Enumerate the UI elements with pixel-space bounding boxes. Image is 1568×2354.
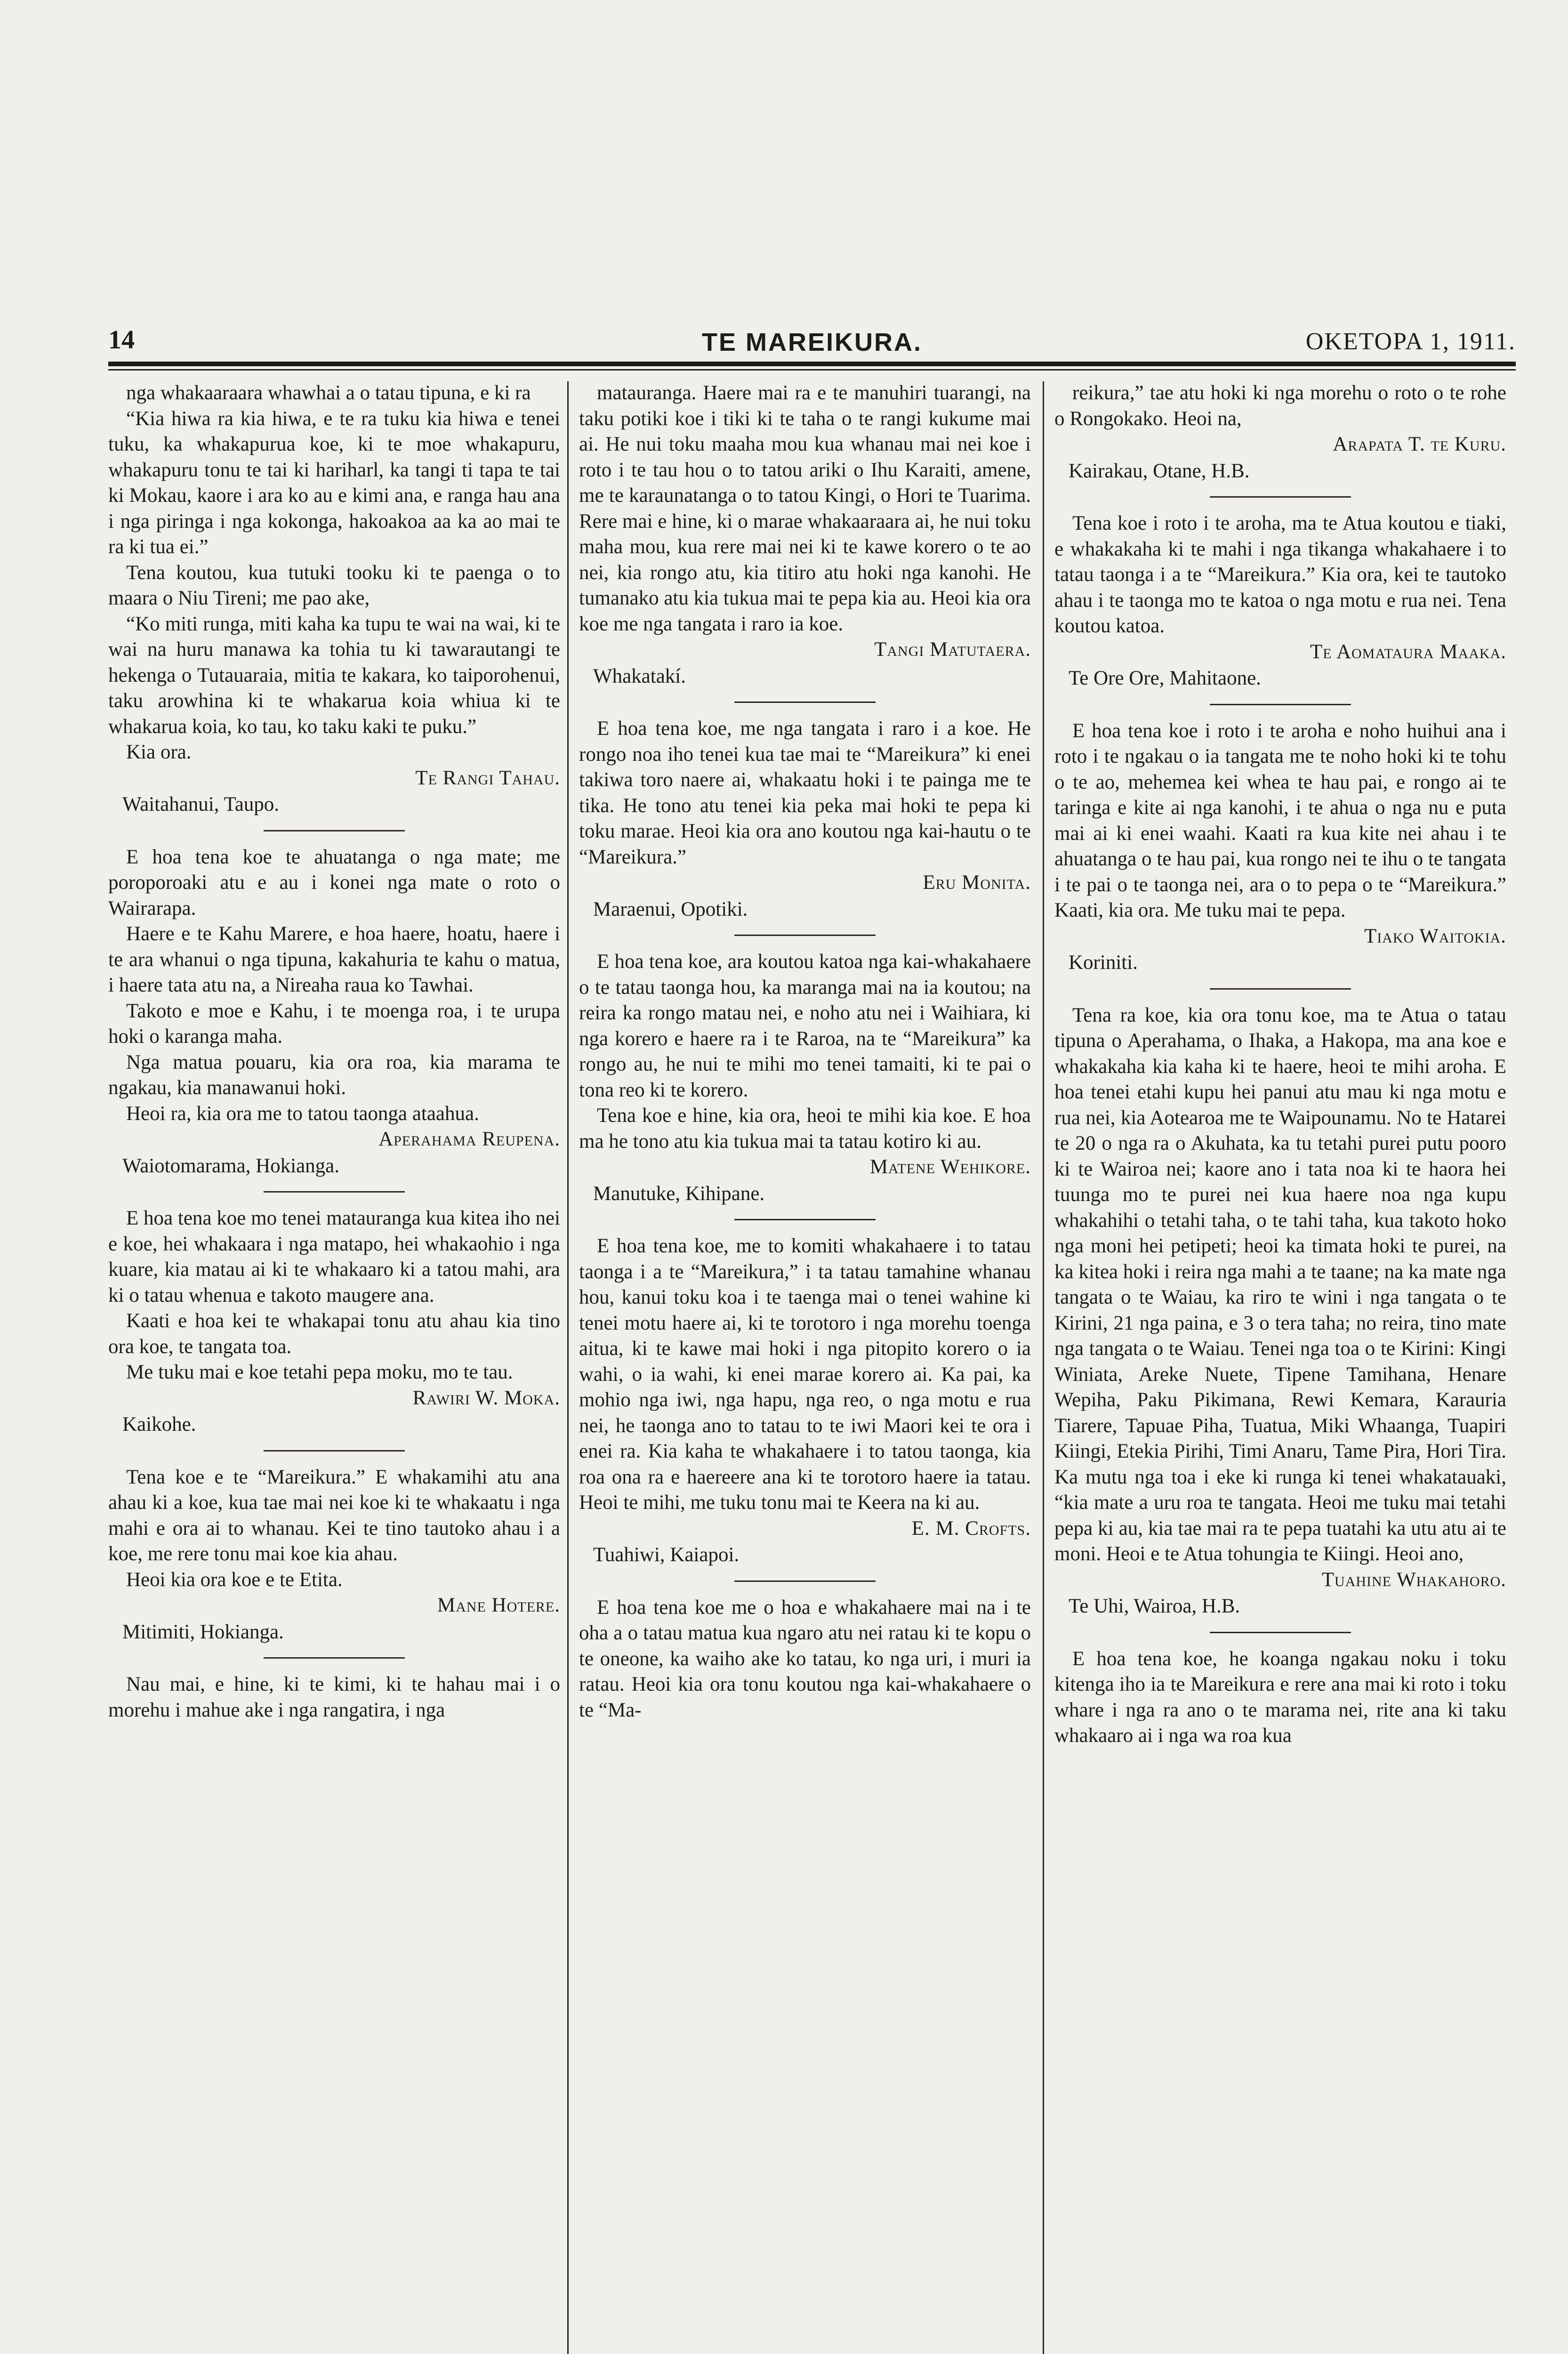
letter-paragraph: E hoa tena koe, ara koutou katoa nga kai-whakahaere o te tatau taonga hou, ka maranga mai na ia koutou; na reira ka rongo matau nei, e noho atu nei i Waihiara, ki nga korero e haere ra i te Raroa, na te “Mareikura” ka rongo au, he nui te mihi mo tenei tamaiti, ki te pai o tona reo ki te korero.: [579, 951, 1031, 1101]
letter-divider: [264, 1191, 405, 1193]
letter-paragraph: Me tuku mai e koe tetahi pepa moku, mo te tau.: [126, 1361, 513, 1383]
header-rule-thick: [108, 362, 1516, 366]
letter-paragraph: matauranga. Haere mai ra e te manuhiri tuarangi, na taku potiki koe i tiki ki te taha o te rangi kukume mai ai. He nui toku maaha mou kua whanau mai nei koe i roto i te tau hou o to tatou ariki o Ihu Karaiti, amene, me te karaunatanga o to tatou Kingi, o Hori te Tuarima. Rere mai e hine, ki o marae whakaaraara ai, he nui toku maha mou, kua rere mai nei ki te kawe korero o te ao nei, kia rongo atu, kia titiro atu hoki nga kanohi. He tumanako atu kia tukua mai te pepa kia au. Heoi kia ora koe me nga tangata i raro ia koe.: [579, 382, 1031, 635]
letter-divider: [1210, 496, 1351, 498]
signature: Arapata T. te Kuru.: [1333, 433, 1506, 455]
letter-paragraph: nga whakaaraara whawhai a o tatau tipuna, e ki ra: [126, 382, 531, 404]
signature: Mane Hotere.: [437, 1594, 560, 1616]
letter-paragraph: Kia ora.: [126, 741, 192, 763]
signature: Eru Monita.: [923, 871, 1031, 894]
letter-divider: [1210, 1632, 1351, 1633]
letter-divider: [734, 701, 876, 703]
place-name: Waiotomarama, Hokianga.: [122, 1154, 340, 1177]
letter-divider: [734, 1219, 876, 1220]
newspaper-title: TE MAREIKURA.: [702, 328, 922, 356]
letter-divider: [264, 830, 405, 831]
letter-paragraph: Tena koe e te “Mareikura.” E whakamihi atu ana ahau ki a koe, kua tae mai nei koe ki te whakaatu i nga mahi e ora ai to whanau. Kei te tino tautoko ahau i a koe, me rere tonu mai koe kia ahau.: [108, 1466, 560, 1565]
letter-paragraph: Tena koutou, kua tutuki tooku ki te paenga o to maara o Niu Tireni; me pao ake,: [108, 561, 560, 609]
letter-divider: [1210, 988, 1351, 990]
place-name: Kairakau, Otane, H.B.: [1069, 460, 1250, 482]
page-header: [108, 325, 1516, 367]
place-name: Manutuke, Kihipane.: [593, 1182, 765, 1205]
letter-paragraph: E hoa tena koe, he koanga ngakau noku i toku kitenga iho ia te Mareikura e rere ana mai ki roto i toku whare i nga ra ano o te marama nei, rite ana ki taku whakaaro ai i nga wa roa kua: [1054, 1647, 1506, 1747]
letter-paragraph: E hoa tena koe, me to komiti whakahaere i to tatau taonga i a te “Mareikura,” i ta tatau tamahine whanau hou, kanui toku koa i te taenga mai o tenei wahine ki tenei motu haere ai, ki te torotoro i nga morehu toenga aitua, ki te kawe mai hoki i nga pitopito korero o ia wahi, o ia wahi, ki enei marae korero ai. Ka pai, ka mohio nga iwi, nga hapu, nga reo, o nga motu e rua nei, he taonga ano to tatau to te iwi Maori kei te ora i enei ra. Kia kaha te whakahaere i to tatou taonga, kia roa ona ra e haereere ana ki te torotoro haere ia tatau. Heoi te mihi, me tuku tonu mai te Keera na ki au.: [579, 1235, 1031, 1514]
place-name: Whakatakí.: [593, 665, 686, 687]
letter-paragraph: Nau mai, e hine, ki te kimi, ki te hahau mai i o morehu i mahue ake i nga rangatira, i nga: [108, 1673, 560, 1721]
column-1: [108, 380, 560, 2354]
place-name: Mitimiti, Hokianga.: [122, 1620, 284, 1643]
letter-paragraph: E hoa tena koe i roto i te aroha e noho huihui ana i roto i te ngakau o ia tangata me te noho hoki ki te tohu o te ao, mehemea kei whea te hau pai, e rongo ai te taringa e kite ai nga kanohi, i te ahua o nga nu e puta mai ai ki enei waahi. Kaati ra kua kite nei ahau i te ahuatanga o te hau pai, kua rongo nei te ihu o te tangata i te pai o te taonga nei, ara o to pepa o te “Mareikura.” Kaati, kia ora. Me tuku mai te pepa.: [1054, 719, 1506, 921]
letter-paragraph: Heoi ra, kia ora me to tatou taonga ataahua.: [126, 1102, 479, 1125]
letter-paragraph: reikura,” tae atu hoki ki nga morehu o roto o te rohe o Rongokako. Heoi na,: [1054, 382, 1506, 430]
letter-divider: [264, 1450, 405, 1451]
place-name: Tuahiwi, Kaiapoi.: [593, 1544, 740, 1566]
place-name: Te Uhi, Wairoa, H.B.: [1069, 1595, 1240, 1617]
column-2: [579, 380, 1031, 2354]
signature: E. M. Crofts.: [911, 1517, 1031, 1540]
place-name: Koriniti.: [1069, 951, 1138, 974]
column-3: [1054, 380, 1506, 2354]
place-name: Waitahanui, Taupo.: [122, 793, 280, 815]
letter-divider: [1210, 704, 1351, 705]
letter-paragraph: E hoa tena koe te ahuatanga o nga mate; me poroporoaki atu e au i konei nga mate o roto o Wairarapa.: [108, 846, 560, 919]
letter-paragraph: Takoto e moe e Kahu, i te moenga roa, i te urupa hoki o karanga maha.: [108, 1000, 560, 1048]
letter-paragraph: Tena koe i roto i te aroha, ma te Atua koutou e tiaki, e whakakaha ki te mahi i nga tikanga whakahaere i to tatau taonga i a te “Mareikura.” Kia ora, kei te tautoko ahau i te taonga mo te katoa o nga motu e rua nei. Tena koutou katoa.: [1054, 512, 1506, 637]
header-rule-thin: [108, 369, 1516, 371]
place-name: Kaikohe.: [122, 1413, 196, 1435]
page-number: 14: [108, 325, 135, 355]
signature: Tangi Matutaera.: [874, 638, 1031, 661]
signature: Aperahama Reupena.: [378, 1128, 560, 1150]
letter-paragraph: Kaati e hoa kei te whakapai tonu atu ahau kia tino ora koe, te tangata toa.: [108, 1310, 560, 1358]
signature: Te Rangi Tahau.: [415, 766, 560, 789]
issue-date: OKETOPA 1, 1911.: [1305, 328, 1516, 355]
signature: Matene Wehikore.: [869, 1156, 1031, 1178]
place-name: Maraenui, Opotiki.: [593, 898, 748, 920]
place-name: Te Ore Ore, Mahitaone.: [1069, 667, 1261, 689]
letter-paragraph: Nga matua pouaru, kia ora roa, kia marama te ngakau, kia manawanui hoki.: [108, 1051, 560, 1099]
letter-divider: [734, 935, 876, 936]
letter-paragraph: E hoa tena koe, me nga tangata i raro i a koe. He rongo noa iho tenei kua tae mai te “Mareikura” ki enei takiwa toro naere ai, whakaatu hoki i te painga me te tika. He tono atu tenei kia peka mai hoki te pepa ki toku marae. Heoi kia ora ano koutou nga kai-hautu o te “Mareikura.”: [579, 717, 1031, 868]
letter-divider: [734, 1580, 876, 1582]
letter-paragraph: Tena koe e hine, kia ora, heoi te mihi kia koe. E hoa ma he tono atu kia tukua mai ta tatau kotiro ki au.: [579, 1104, 1031, 1153]
letter-paragraph: “Kia hiwa ra kia hiwa, e te ra tuku kia hiwa e tenei tuku, ka whakapurua koe, ki te moe whakapuru, whakapuru tonu te tai ki hariharl, ka tangi ti tapa te tai ki Mokau, kaore i ara ko au e kimi ana, e ranga hau ana i nga piringa i nga kokonga, hakoakoa aa ka ao mai te ra ki tua ei.”: [108, 407, 560, 558]
letter-paragraph: “Ko miti runga, miti kaha ka tupu te wai na wai, ki te wai na huru manawa ka tohia tu ki tawarautangi te hekenga o Tutauaraia, mitia te kakara, ko taiporohenui, taku arowhina ki te whakarua koia whiua ki te whakarua koia, ko tau, ko taku kaki te puku.”: [108, 613, 560, 738]
column-separator: [1043, 381, 1044, 2354]
signature: Rawiri W. Moka.: [412, 1387, 560, 1409]
letter-divider: [264, 1657, 405, 1659]
signature: Tiako Waitokia.: [1364, 925, 1506, 947]
letter-paragraph: E hoa tena koe me o hoa e whakahaere mai na i te oha a o tatau matua kua ngaro atu nei ratau ki te kopu o te oneone, ka waiho ake ko tatau, ko nga uri, i muri ia ratau. Heoi kia ora tonu koutou nga kai-whakahaere o te “Ma-: [579, 1596, 1031, 1721]
signature: Tuahine Whakahoro.: [1321, 1568, 1506, 1591]
letter-paragraph: Haere e te Kahu Marere, e hoa haere, hoatu, haere i te ara whanui o nga tipuna, kakahuria te kahu o matua, i haere tata atu na, a Nireaha raua ko Tawhai.: [108, 923, 560, 996]
letter-paragraph: Heoi kia ora koe e te Etita.: [126, 1568, 343, 1591]
signature: Te Aomataura Maaka.: [1310, 640, 1506, 663]
letter-paragraph: E hoa tena koe mo tenei matauranga kua kitea iho nei e koe, hei whakaara i nga matapo, hei whakaohio i nga kuare, kia matau ai ki te whakaaro ki a tatou mahi, ara ki o tatau whenua e takoto maugere ana.: [108, 1207, 560, 1306]
column-separator: [567, 381, 569, 2354]
letter-paragraph: Tena ra koe, kia ora tonu koe, ma te Atua o tatau tipuna o Aperahama, o Ihaka, a Hakopa, ma ana koe e whakakaha kia kaha ki te haere, heoi te mihi aroha. E hoa tenei etahi kupu hei panui atu mau ki nga motu e rua nei, kia Aotearoa me te Waipounamu. No te Hatarei te 20 o nga ra o Akuhata, ka tu tetahi purei putu pooro ki te Wairoa nei; kaore ano i tata noa ki te haora hei tuunga mo te purei nei kua haere noa nga kupu whakahihi o tetahi taha, o te tahi taha, kua takoto hoko nga moni hei petipeti; heoi ka timata hoki te purei, na ka kitea hoki i reira nga mahi a te taane; na ka mate nga tangata o te Waiau, ka riro te wini i nga tangata o te Kirini, 21 nga paina, e 3 o tera taha; no reira, tino mate nga tangata o te Waiau. Tenei nga toa o te Kirini: Kingi Winiata, Areke Nuete, Tipene Tamihana, Henare Wepiha, Paku Pikimana, Rewi Kemara, Karauria Tiarere, Tapuae Piha, Tuatua, Miki Whaanga, Tuapiri Kiingi, Etekia Pirihi, Timi Anaru, Tame Pira, Hori Tira. Ka mutu nga toa i eke ki runga ki tenei whakatauaki, “kia mate a uru roa te tangata. Heoi me tuku mai tetahi pepa ki au, kia tae mai ra te pepa tuatahi ka utu atu ai te moni. Heoi e te Atua tohungia te Kiingi. Heoi ano,: [1054, 1004, 1506, 1565]
